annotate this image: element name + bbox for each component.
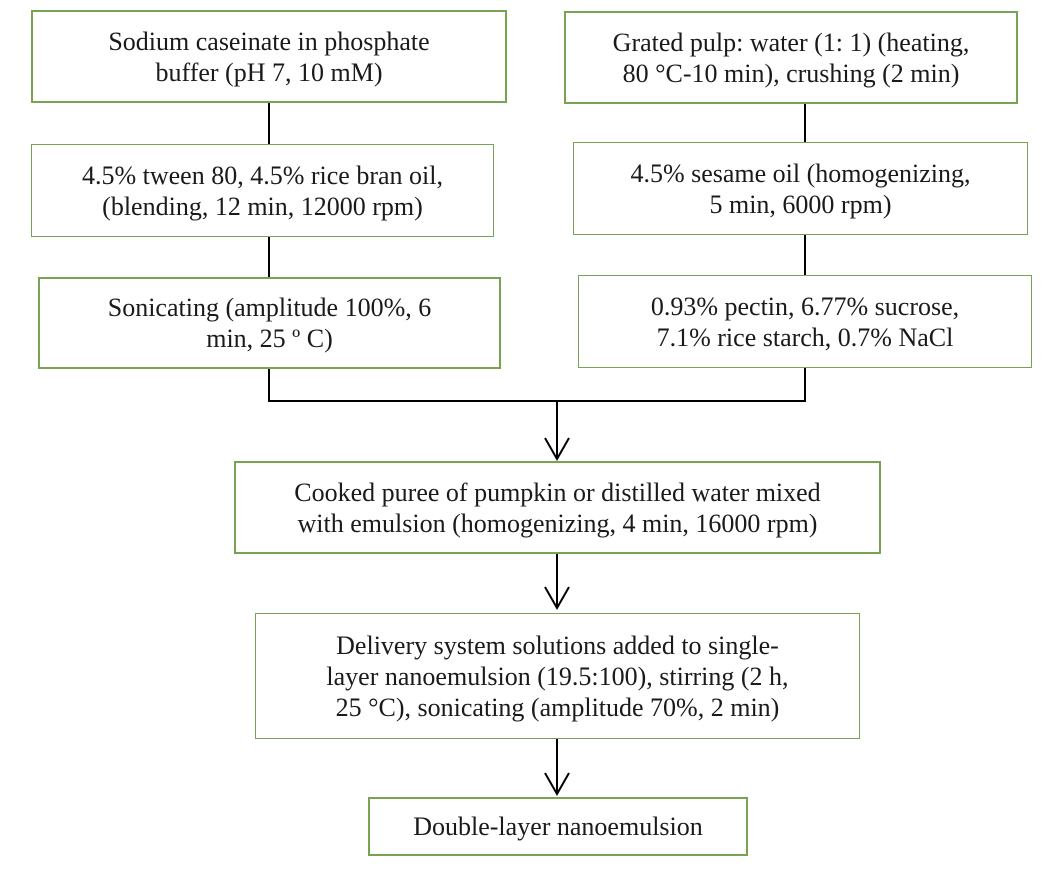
step-text-line: 5 min, 6000 rpm): [709, 189, 892, 219]
step-sesame-oil: [573, 142, 1028, 235]
step-grated-pulp: [564, 11, 1018, 104]
arrowhead-down-icon: [545, 587, 569, 608]
step-text-line: min, 25 º C): [206, 324, 333, 353]
step-text-line: 4.5% sesame oil (homogenizing,: [630, 158, 971, 188]
step-double-layer-nanoemulsion: [368, 797, 748, 856]
step-text-line: with emulsion (homogenizing, 4 min, 16000 rpm): [297, 508, 818, 538]
step-text-line: 0.93% pectin, 6.77% sucrose,: [650, 291, 960, 321]
step-text-line: Double-layer nanoemulsion: [413, 812, 703, 841]
step-tween-rice-bran-oil: [31, 144, 494, 237]
step-text-line: layer nanoemulsion (19.5:100), stirring (2 h,: [326, 661, 789, 691]
step-text-line: Cooked puree of pumpkin or distilled water mixed: [294, 477, 821, 507]
step-delivery-system: [255, 613, 860, 739]
step-text-line: 25 °C), sonicating (amplitude 70%, 2 min): [335, 692, 780, 722]
step-text-line: (blending, 12 min, 12000 rpm): [102, 191, 423, 221]
step-text-line: buffer (pH 7, 10 mM): [155, 57, 383, 87]
step-sonicating-100: [38, 277, 501, 369]
arrowhead-down-icon: [545, 773, 569, 794]
step-pectin-sucrose-starch: [578, 275, 1032, 368]
step-text-line: 7.1% rice starch, 0.7% NaCl: [656, 322, 954, 352]
step-text-line: 80 °C-10 min), crushing (2 min): [622, 58, 960, 88]
step-text-line: Sodium caseinate in phosphate: [108, 26, 430, 56]
step-cooked-puree-mix: [234, 461, 881, 554]
step-text-line: Grated pulp: water (1: 1) (heating,: [612, 27, 970, 57]
arrowhead-down-icon: [545, 438, 569, 459]
step-text-line: Delivery system solutions added to single-: [336, 630, 779, 660]
step-text-line: 4.5% tween 80, 4.5% rice bran oil,: [81, 160, 443, 190]
step-sodium-caseinate: [31, 10, 507, 103]
step-text-line: Sonicating (amplitude 100%, 6: [107, 293, 432, 322]
